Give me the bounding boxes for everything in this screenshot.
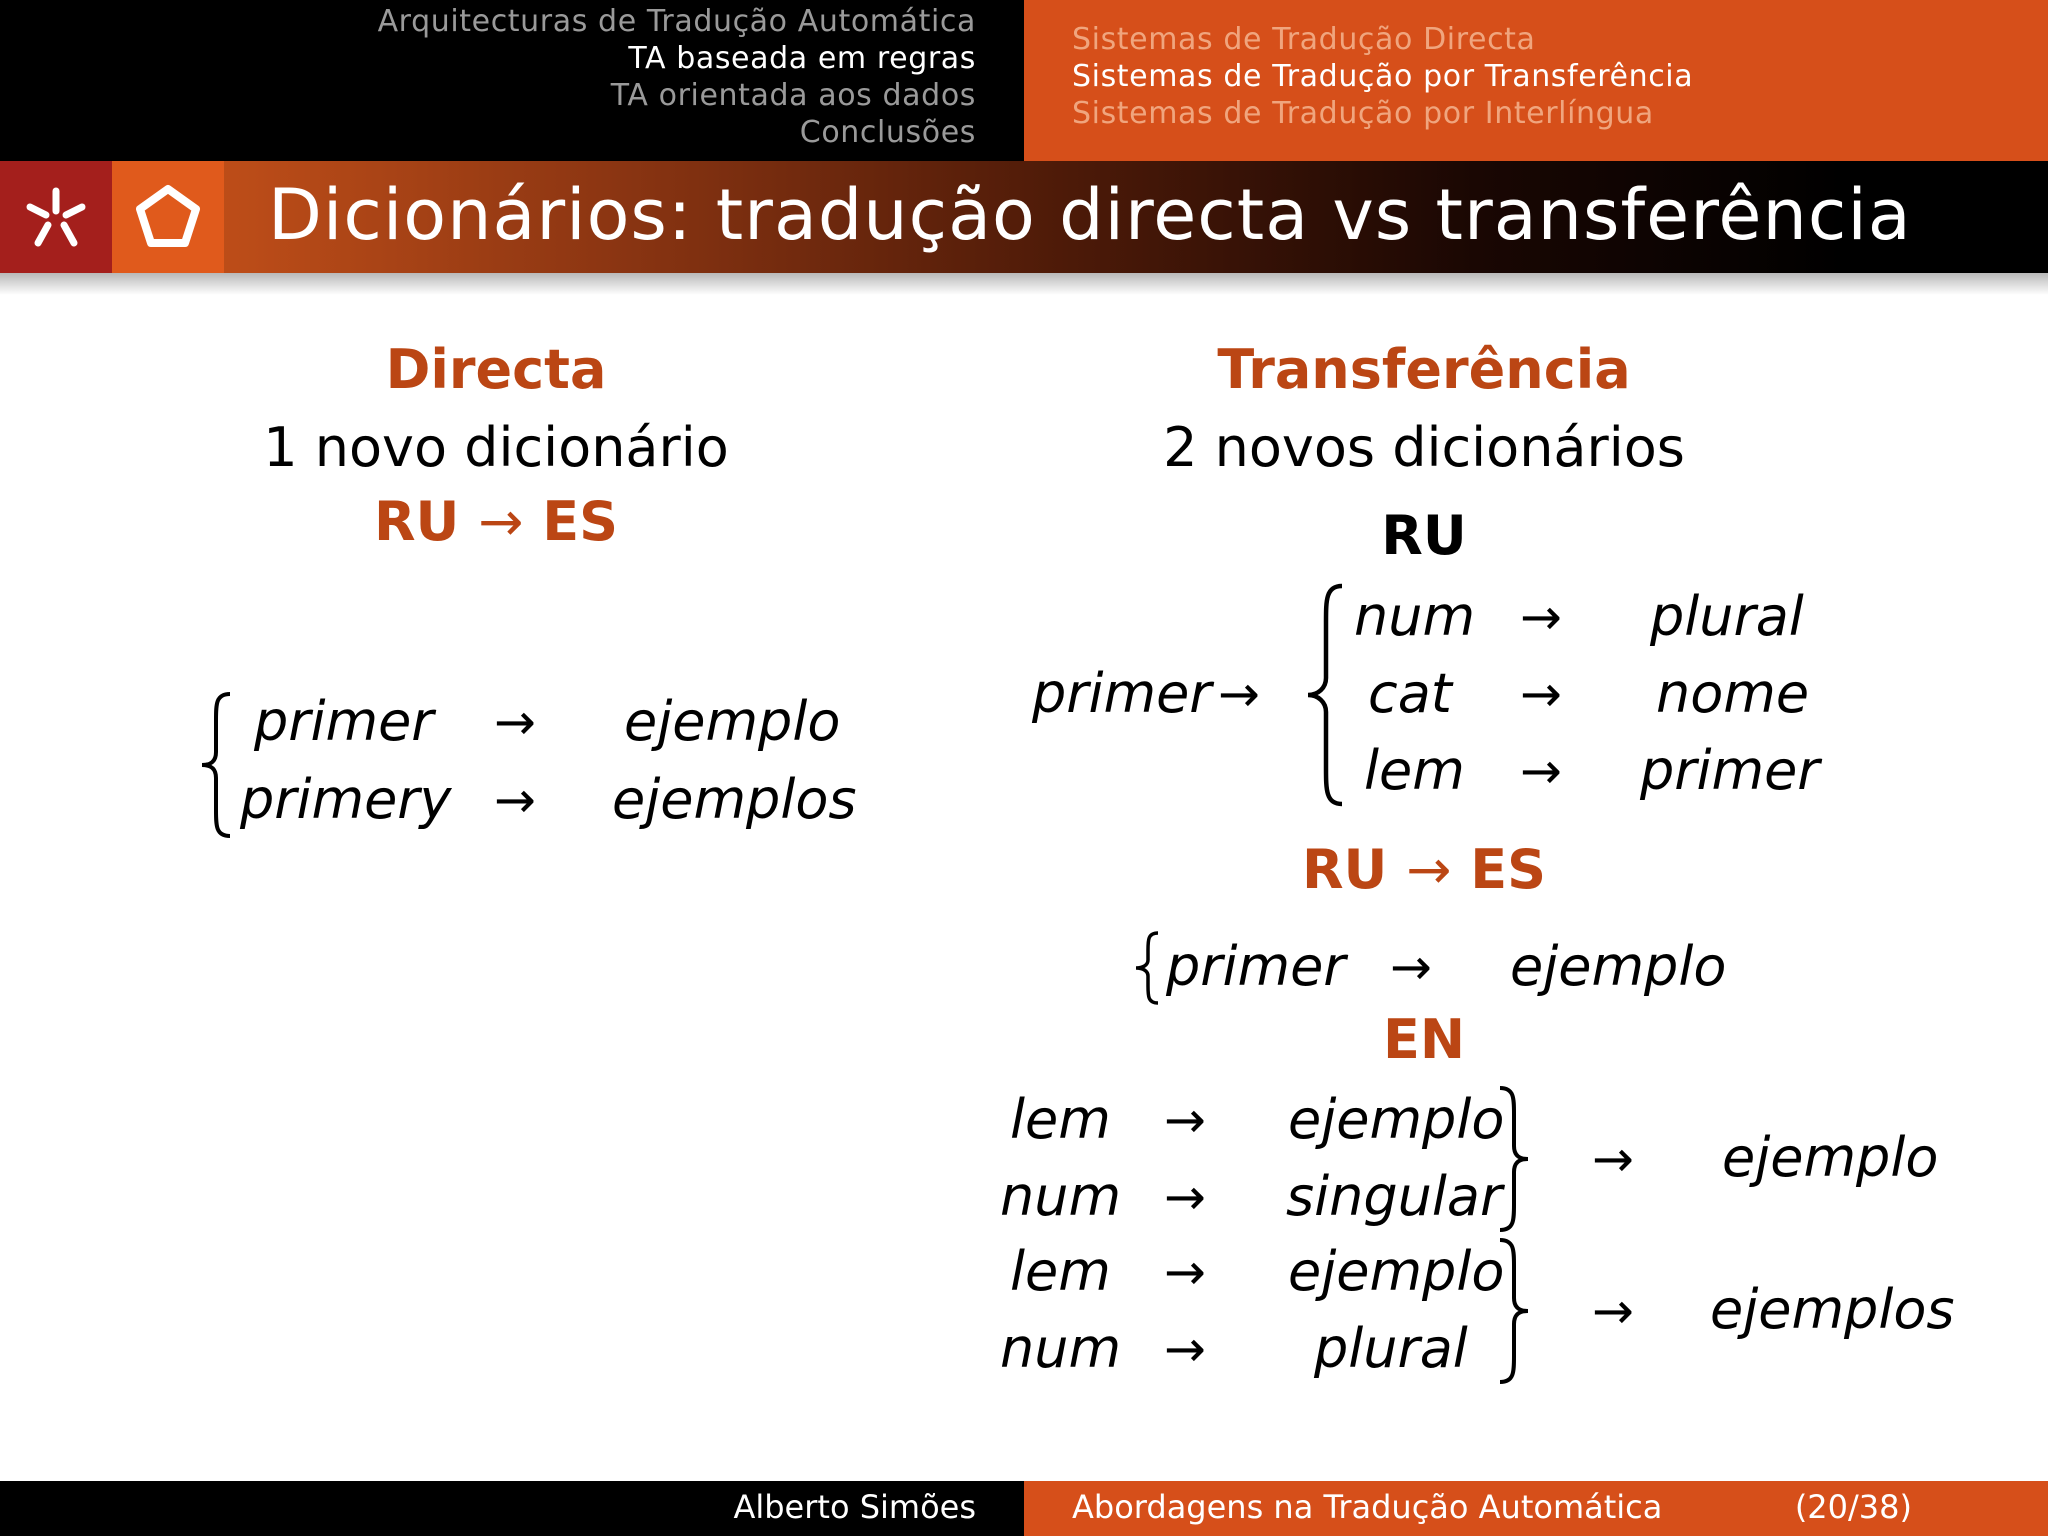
ru-feature-value: plural xyxy=(1650,585,1804,648)
left-entry-arrow: → xyxy=(494,693,536,751)
left-entry-arrow: → xyxy=(494,771,536,829)
ru-feature-value: nome xyxy=(1656,662,1810,725)
en-row-value: plural xyxy=(1314,1317,1468,1380)
en-group-arrow: → xyxy=(1592,1282,1634,1340)
transfer-direction-from: RU xyxy=(1301,838,1388,901)
left-brace-icon xyxy=(196,690,236,840)
nav-section-rule-based[interactable]: TA baseada em regras xyxy=(628,41,976,76)
ru-feature-key: num xyxy=(1354,585,1476,648)
nav-section-conclusions[interactable]: Conclusões xyxy=(799,115,976,150)
title-shadow xyxy=(0,273,2048,295)
en-group-brace-icon xyxy=(1494,1084,1534,1234)
left-subtitle: 1 novo dicionário xyxy=(263,416,729,479)
nav-section-data-driven[interactable]: TA orientada aos dados xyxy=(610,78,976,113)
left-direction-arrow: → xyxy=(478,490,524,553)
header-subsections-panel xyxy=(1024,0,2048,161)
left-direction-to: ES xyxy=(542,490,619,553)
left-heading: Directa xyxy=(385,338,607,401)
transfer-entry-dst: ejemplo xyxy=(1510,935,1727,998)
nav-subsection-interlingua[interactable]: Sistemas de Tradução por Interlíngua xyxy=(1072,96,1654,131)
transfer-entry-src: primer xyxy=(1166,935,1346,998)
nav-subsection-transfer[interactable]: Sistemas de Tradução por Transferência xyxy=(1072,59,1694,94)
ru-feature-arrow: → xyxy=(1520,665,1562,723)
transfer-direction-arrow: → xyxy=(1406,838,1452,901)
en-row-value: ejemplo xyxy=(1288,1088,1505,1151)
en-row-key: lem xyxy=(1010,1088,1111,1151)
en-group-result: ejemplo xyxy=(1722,1126,1939,1189)
en-group-arrow: → xyxy=(1592,1130,1634,1188)
ru-feature-key: cat xyxy=(1368,662,1452,725)
university-logo-icon xyxy=(0,161,112,273)
header-sections-panel xyxy=(0,0,1024,161)
en-row-value: ejemplo xyxy=(1288,1240,1505,1303)
en-row-key: num xyxy=(1000,1165,1122,1228)
right-subtitle: 2 novos dicionários xyxy=(1163,416,1685,479)
ru-feature-value: primer xyxy=(1640,739,1820,802)
footer-page-number: (20/38) xyxy=(1794,1488,1912,1526)
transfer-entry-arrow: → xyxy=(1390,938,1432,996)
en-row-arrow: → xyxy=(1164,1243,1206,1301)
footer-author: Alberto Simões xyxy=(733,1488,976,1526)
nav-subsection-direct[interactable]: Sistemas de Tradução Directa xyxy=(1072,22,1536,57)
left-entry-src: primer xyxy=(254,690,434,753)
en-group-brace-icon xyxy=(1494,1236,1534,1386)
ru-feature-arrow: → xyxy=(1520,588,1562,646)
footer-talk-title: Abordagens na Tradução Automática xyxy=(1072,1488,1663,1526)
ru-features-brace-icon xyxy=(1302,582,1348,808)
ru-feature-key: lem xyxy=(1364,739,1465,802)
en-row-arrow: → xyxy=(1164,1320,1206,1378)
left-entry-src: primery xyxy=(240,768,452,831)
en-row-key: lem xyxy=(1010,1240,1111,1303)
ru-feature-arrow: → xyxy=(1520,742,1562,800)
transfer-brace-icon xyxy=(1132,930,1162,1006)
left-direction-from: RU xyxy=(373,490,460,553)
transfer-direction-to: ES xyxy=(1470,838,1547,901)
slide-title: Dicionários: tradução directa vs transferência xyxy=(268,174,1912,256)
right-heading: Transferência xyxy=(1217,338,1631,401)
en-row-arrow: → xyxy=(1164,1168,1206,1226)
nav-section-architectures[interactable]: Arquitecturas de Tradução Automática xyxy=(377,4,976,39)
en-row-key: num xyxy=(1000,1317,1122,1380)
en-row-value: singular xyxy=(1286,1165,1503,1228)
ru-word: primer xyxy=(1032,662,1212,725)
left-entry-dst: ejemplos xyxy=(612,768,857,831)
en-group-result: ejemplos xyxy=(1710,1278,1955,1341)
en-label: EN xyxy=(1382,1008,1466,1071)
en-row-arrow: → xyxy=(1164,1091,1206,1149)
left-entry-dst: ejemplo xyxy=(624,690,841,753)
ru-label: RU xyxy=(1381,504,1467,567)
left-direction xyxy=(296,490,696,553)
transfer-direction xyxy=(1224,838,1624,901)
ru-word-arrow: → xyxy=(1218,665,1260,723)
pentagon-logo-icon xyxy=(112,161,224,273)
